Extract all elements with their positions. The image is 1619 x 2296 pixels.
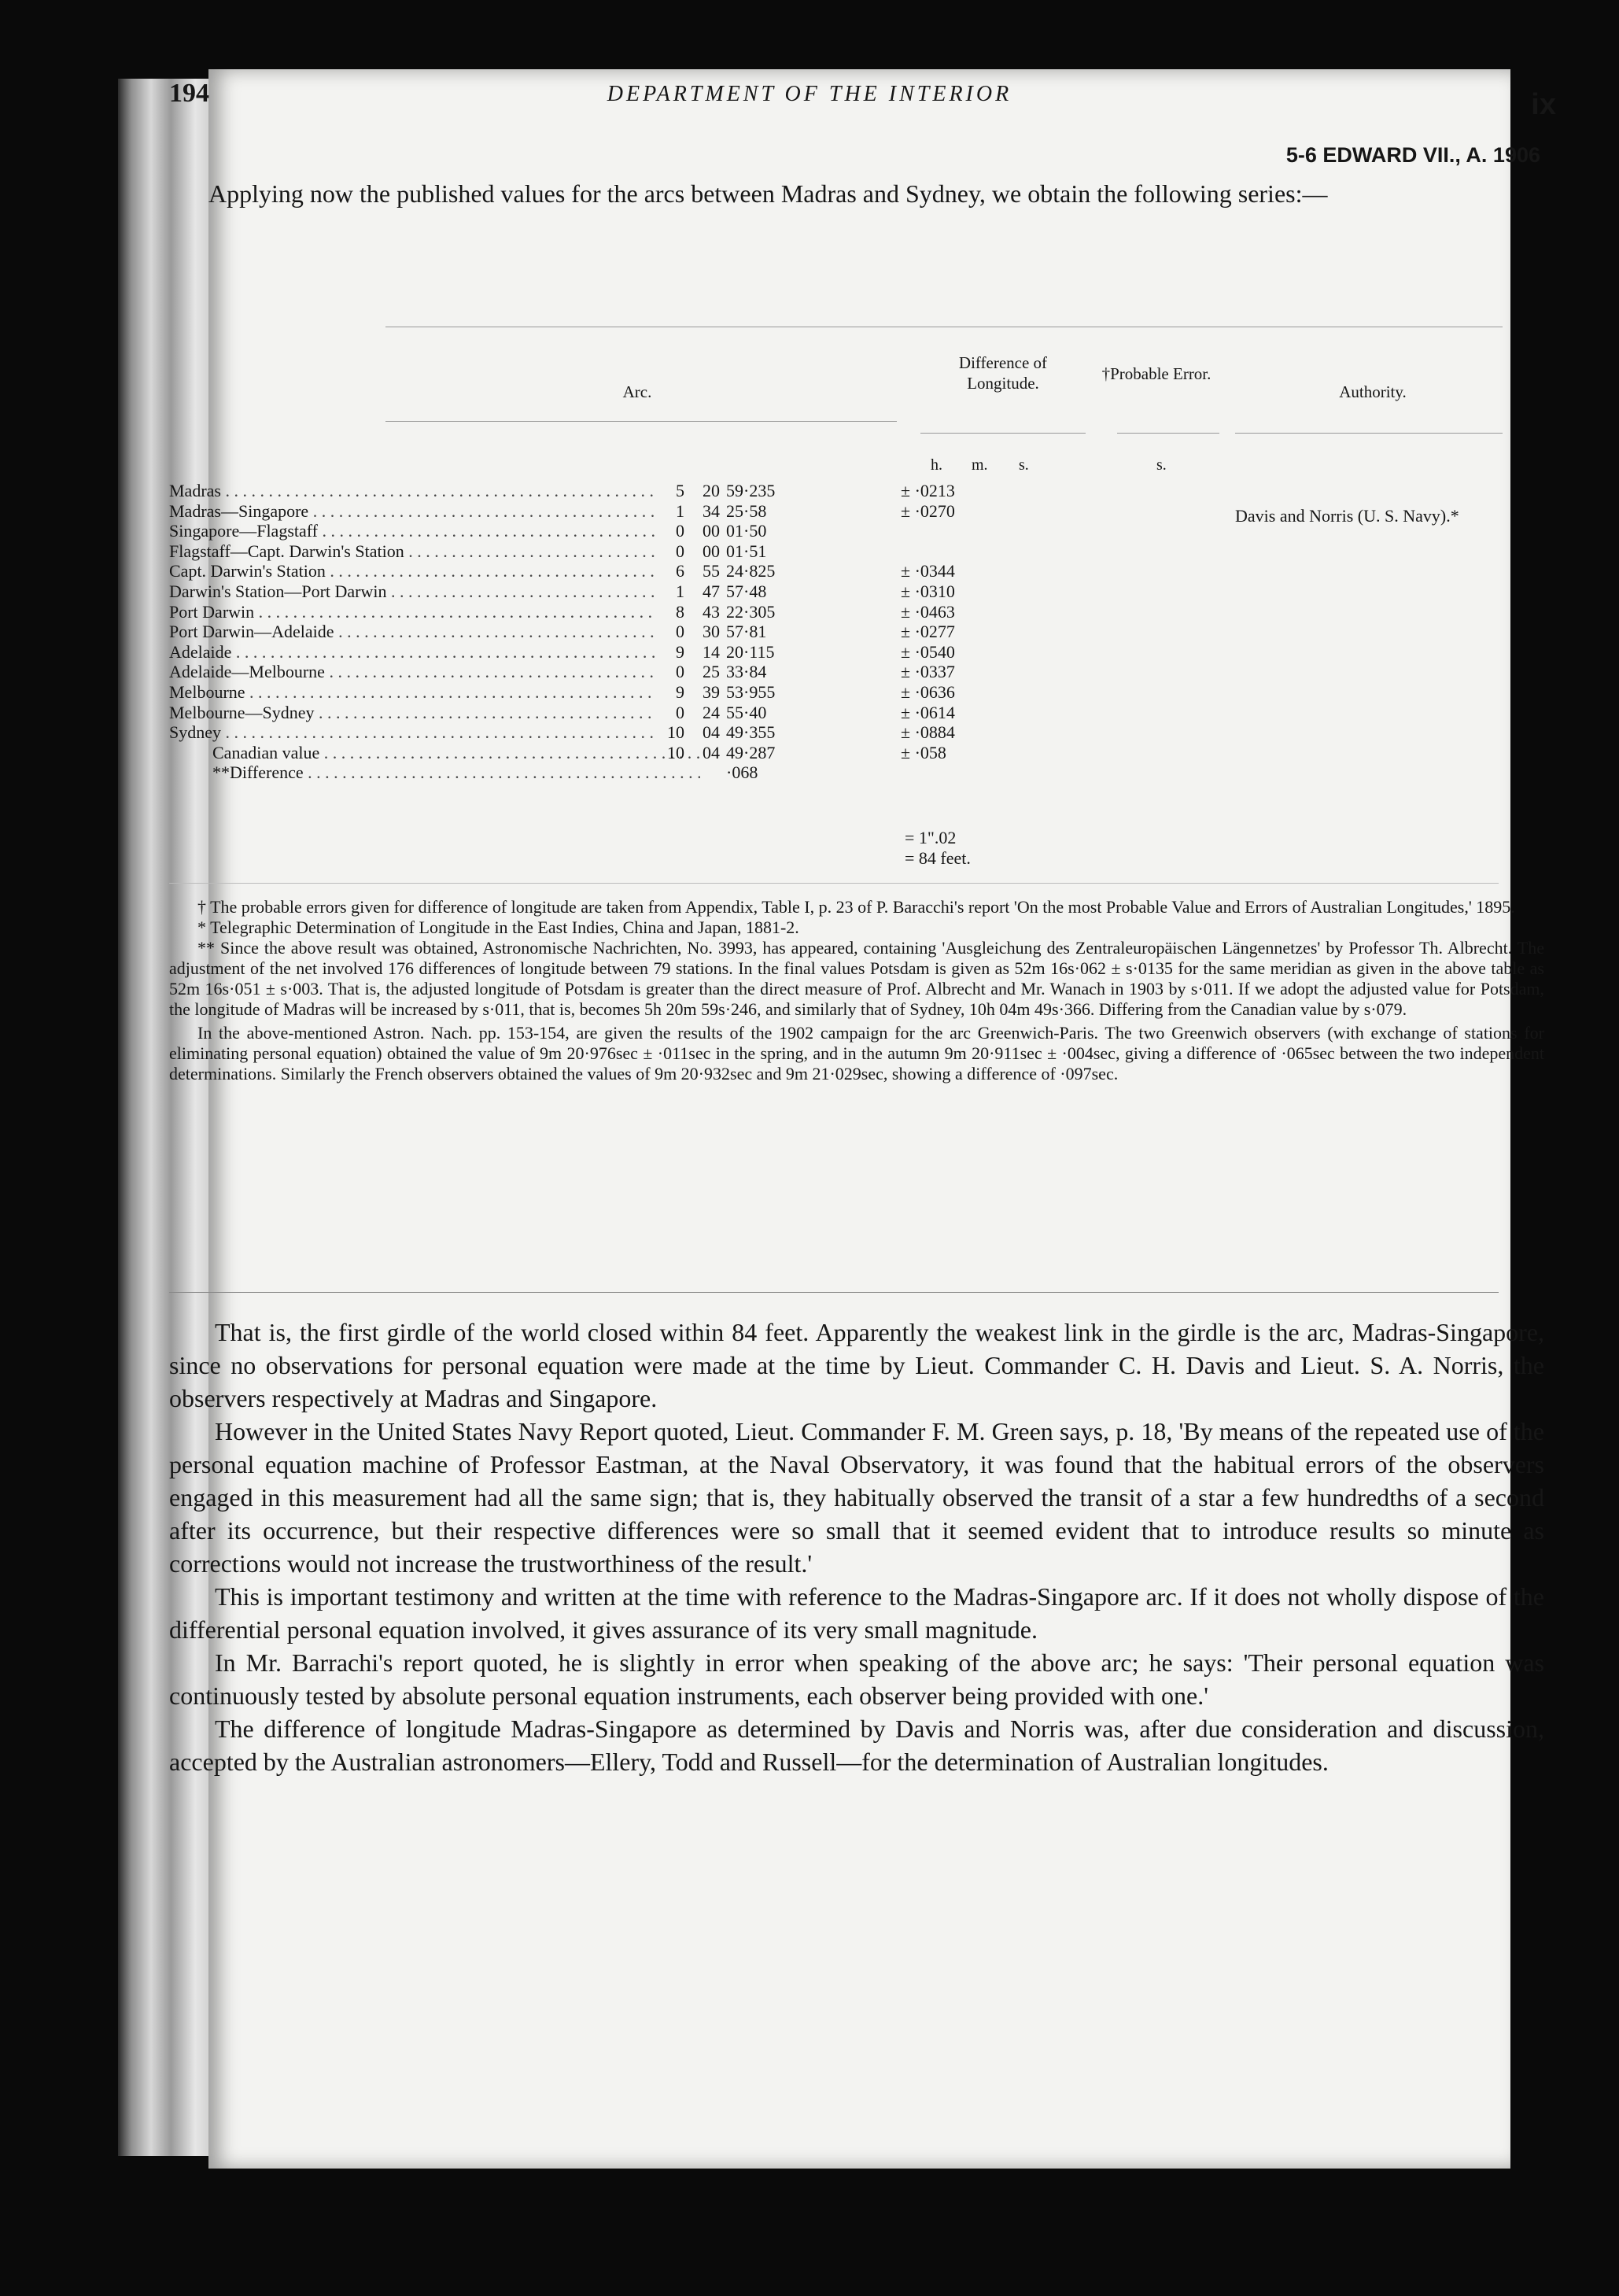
row-seconds: ·068 <box>726 762 758 783</box>
row-probable-error: ± ·0344 <box>901 561 955 581</box>
row-hours: 9 <box>676 682 684 702</box>
row-hours: 8 <box>676 601 684 622</box>
table-row <box>169 601 1522 623</box>
row-arc: Singapore—Flagstaff . . . <box>169 520 657 542</box>
row-seconds: 22·305 <box>726 601 776 622</box>
row-seconds: 24·825 <box>726 561 776 581</box>
row-minutes: 20 <box>703 481 720 500</box>
body-text <box>169 1316 1544 1778</box>
row-minutes: 39 <box>703 682 720 702</box>
row-hours: 0 <box>676 662 684 682</box>
row-probable-error: ± ·058 <box>901 742 946 762</box>
header-rule-err <box>1117 433 1219 434</box>
row-probable-error: ± ·0463 <box>901 601 955 622</box>
table-row <box>169 681 1522 703</box>
table-row <box>169 480 1522 502</box>
row-hours: 1 <box>676 581 684 601</box>
row-seconds: 57·48 <box>726 581 767 601</box>
notes-separator <box>169 1292 1499 1293</box>
row-hours: 1 <box>676 500 684 521</box>
row-seconds: 25·58 <box>726 500 767 521</box>
header-rule-diff <box>920 433 1086 434</box>
unit-hours: h. <box>931 456 942 474</box>
page-number: 194 <box>169 79 209 108</box>
table-row <box>169 762 1522 784</box>
row-seconds: 55·40 <box>726 702 767 722</box>
row-hours: 10 <box>667 742 684 762</box>
row-arc: Flagstaff—Capt. Darwin's Station . . . <box>169 541 657 563</box>
body-paragraph: However in the United States Navy Report quoted, Lieut. Commander F. M. Green says, p. 18, 'By means of the repeated use of the personal equation machine of Professor Eastman, at the Naval Observatory, it was found that the habitual errors of the observers engaged in this measurement had all the same sign; that is, they habitually observed the transit of a star a few hundredths of a second after its occurrence, but their respective differences were so small that it seemed evident that to introduce results so minute as corrections would not increase the trustworthiness of the result.' <box>169 1417 1544 1578</box>
row-minutes: 47 <box>703 581 720 601</box>
footnote-double-asterisk: ** Since the above result was obtained, Astronomische Nachrichten, No. 3993, has appeared, containing 'Ausgleichung des Zentraleuropäischen Längennetzes' by Professor Th. Albrecht. The adjustment of the net involved 176 differences of longitude between 79 stations. In the final values Potsdam is given as 52m 16s·062 ± s·0135 for the same meridian as given in the above table as 52m 16s·051 ± s·003. That is, the adjusted longitude of Potsdam is greater than the direct measure of Prof. Albrecht and Mr. Wanach in 1903 by s·011. If we adopt the adjusted value for Potsdam, the longitude of Madras will be increased by s·011, that is, becomes 5h 20m 59s·246, and similarly that of Sydney, 10h 04m 49s·366. Differing from the Canadian value by s·079. <box>169 938 1544 1019</box>
row-minutes: 25 <box>703 662 720 682</box>
row-probable-error: ± ·0337 <box>901 662 955 682</box>
body-paragraph: In Mr. Barrachi's report quoted, he is slightly in error when speaking of the above arc; he says: 'Their personal equation was continuously tested by absolute personal equation instruments, each observer being provided with one.' <box>169 1648 1544 1710</box>
row-minutes: 30 <box>703 622 720 642</box>
row-arc: Madras—Singapore . . . <box>169 500 657 522</box>
row-minutes: 55 <box>703 561 720 581</box>
row-probable-error: ± ·0884 <box>901 722 955 743</box>
table-row <box>169 641 1522 663</box>
table-row <box>169 722 1522 744</box>
unit-minutes: m. <box>972 456 988 474</box>
row-probable-error: ± ·0213 <box>901 481 955 500</box>
row-hours: 9 <box>676 641 684 662</box>
row-arc: Adelaide . . . <box>169 641 657 663</box>
row-minutes: 04 <box>703 742 720 762</box>
row-minutes: 24 <box>703 702 720 722</box>
unit-error: s. <box>1156 456 1167 474</box>
row-hours: 5 <box>676 481 684 500</box>
row-arc: **Difference . . . <box>212 762 700 784</box>
session-label: 5-6 EDWARD VII., A. 1906 <box>1285 143 1540 167</box>
row-hours: 6 <box>676 561 684 581</box>
extra-line-arcsec: = 1".02 <box>905 828 957 847</box>
body-paragraph: The difference of longitude Madras-Singapore as determined by Davis and Norris was, after due consideration and discussion, accepted by the Australian astronomers—Ellery, Todd and Russell—for the determination of Australian longitudes. <box>169 1715 1544 1776</box>
table-row <box>169 621 1522 643</box>
row-hours: 10 <box>667 722 684 743</box>
table-row <box>169 661 1522 683</box>
footnote-asterisk: * Telegraphic Determination of Longitude in the East Indies, China and Japan, 1881-2. <box>197 917 799 937</box>
authority-cell: Davis and Norris (U. S. Navy).* <box>1235 506 1459 526</box>
row-probable-error: ± ·0270 <box>901 500 955 521</box>
header-authority: Authority. <box>1339 382 1407 401</box>
row-arc: Capt. Darwin's Station . . . <box>169 560 657 582</box>
row-seconds: 01·50 <box>726 521 767 541</box>
header-difference: Difference of Longitude. <box>958 353 1048 393</box>
row-hours: 0 <box>676 541 684 561</box>
row-seconds: 57·81 <box>726 622 767 642</box>
header-rule-arc <box>385 421 897 422</box>
row-seconds: 49·287 <box>726 742 776 762</box>
row-seconds: 20·115 <box>726 641 775 662</box>
footnote-dagger: † The probable errors given for difference of longitude are taken from Appendix, Table I, p. 23 of P. Baracchi's report 'On the most Probable Value and Errors of Australian Longitudes,' 1895. <box>197 897 1515 917</box>
table-row <box>169 541 1522 563</box>
table-row <box>169 702 1522 724</box>
body-paragraph: This is important testimony and written at the time with reference to the Madras-Singapore arc. If it does not wholly dispose of the differential personal equation involved, it gives assurance of its very small magnitude. <box>169 1582 1544 1644</box>
extra-line-feet: = 84 feet. <box>905 848 971 868</box>
row-arc: Sydney . . . <box>169 722 657 744</box>
unit-seconds: s. <box>1019 456 1029 474</box>
roman-numeral: ix <box>1531 88 1556 121</box>
row-arc: Adelaide—Melbourne . . . <box>169 661 657 683</box>
footnote-greenwich-paris: In the above-mentioned Astron. Nach. pp. 153-154, are given the results of the 1902 campaign for the arc Greenwich-Paris. The two Greenwich observers (with exchange of stations for eliminating personal equation) obtained the value of 9m 20·976sec ± ·011sec in the spring, and in the autumn 9m 20·911sec ± ·004sec, giving a difference of ·065sec between the two independent determinations. Similarly the French observers obtained the values of 9m 20·932sec and 9m 21·029sec, showing a difference of ·097sec. <box>169 1023 1544 1083</box>
row-arc: Port Darwin—Adelaide . . . <box>169 621 657 643</box>
header-error: †Probable Error. <box>1101 364 1211 383</box>
row-probable-error: ± ·0614 <box>901 702 955 722</box>
row-minutes: 14 <box>703 641 720 662</box>
row-hours: 0 <box>676 702 684 722</box>
row-hours: 0 <box>676 622 684 642</box>
row-seconds: 01·51 <box>726 541 767 561</box>
header-rule-auth <box>1235 433 1503 434</box>
row-arc: Canadian value . . . <box>212 742 700 764</box>
body-paragraph: That is, the first girdle of the world closed within 84 feet. Apparently the weakest link in the girdle is the arc, Madras-Singapore, since no observations for personal equation were made at the time by Lieut. Commander C. H. Davis and Lieut. S. A. Norris, the observers respectively at Madras and Singapore. <box>169 1318 1544 1412</box>
table-row <box>169 560 1522 582</box>
row-minutes: 34 <box>703 500 720 521</box>
row-minutes: 04 <box>703 722 720 743</box>
table-row <box>169 742 1522 764</box>
row-minutes: 00 <box>703 521 720 541</box>
row-minutes: 00 <box>703 541 720 561</box>
row-arc: Port Darwin . . . <box>169 601 657 623</box>
row-seconds: 49·355 <box>726 722 776 743</box>
row-seconds: 33·84 <box>726 662 767 682</box>
row-arc: Melbourne—Sydney . . . <box>169 702 657 724</box>
row-probable-error: ± ·0277 <box>901 622 955 642</box>
table-row <box>169 581 1522 603</box>
row-arc: Darwin's Station—Port Darwin . . . <box>169 581 657 603</box>
footnotes <box>169 897 1544 1084</box>
row-arc: Madras . . . <box>169 480 657 502</box>
row-hours: 0 <box>676 521 684 541</box>
row-probable-error: ± ·0310 <box>901 581 955 601</box>
row-seconds: 53·955 <box>726 682 776 702</box>
row-minutes: 43 <box>703 601 720 622</box>
table-bottom-rule <box>169 883 1499 884</box>
row-seconds: 59·235 <box>726 481 776 500</box>
intro-paragraph: Applying now the published values for the arcs between Madras and Sydney, we obtain the following series:— <box>208 179 1328 208</box>
row-probable-error: ± ·0636 <box>901 682 955 702</box>
row-probable-error: ± ·0540 <box>901 641 955 662</box>
header-arc: Arc. <box>622 382 652 401</box>
row-arc: Melbourne . . . <box>169 681 657 703</box>
running-title: DEPARTMENT OF THE INTERIOR <box>607 82 1012 106</box>
